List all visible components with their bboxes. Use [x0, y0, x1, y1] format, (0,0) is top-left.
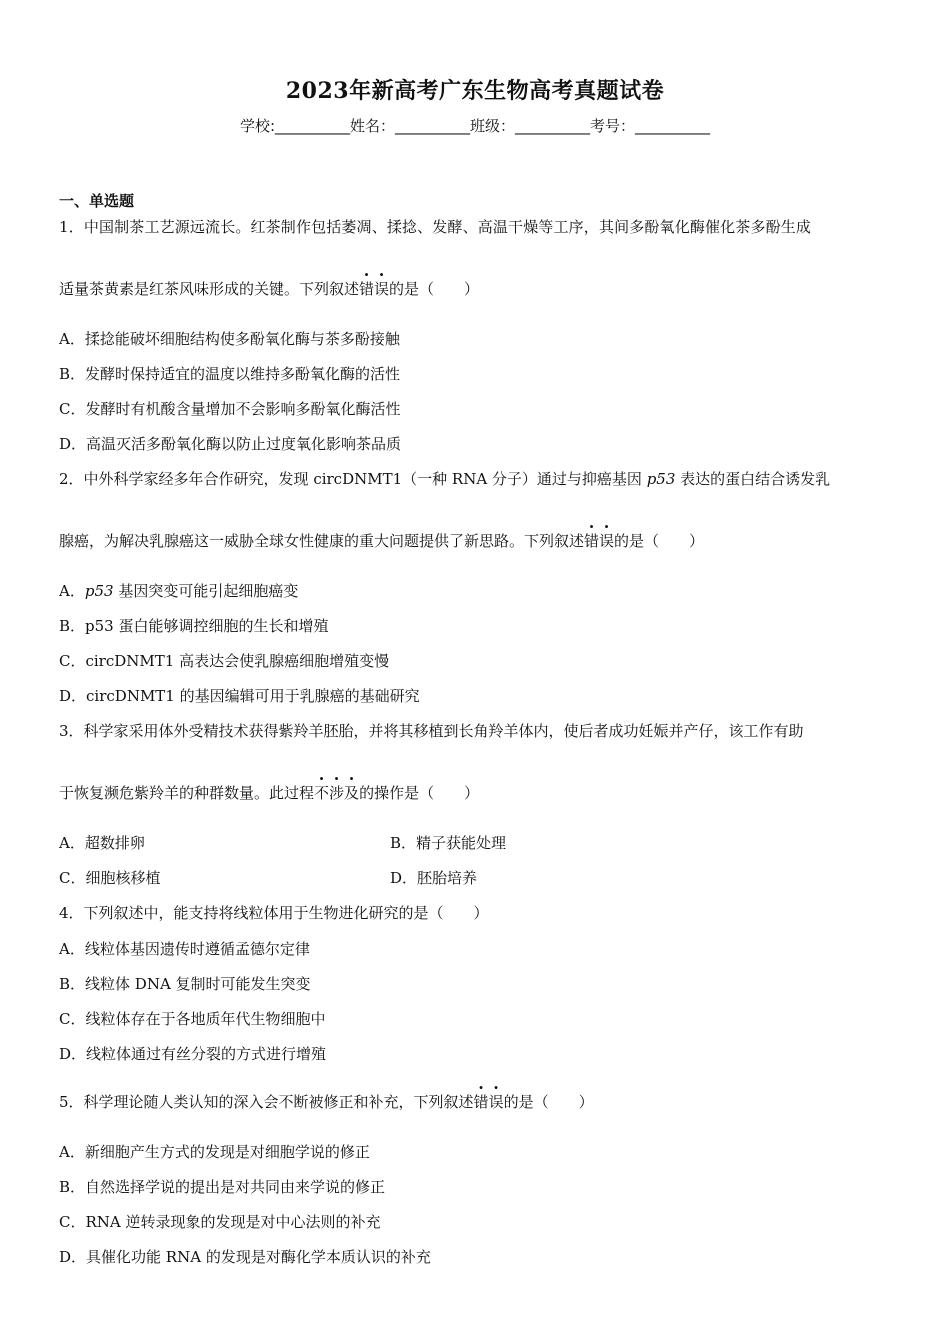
q1-option-b: B．发酵时保持适宜的温度以维持多酚氧化酶的活性	[59, 365, 401, 383]
q4-stem: 4．下列叙述中，能支持将线粒体用于生物进化研究的是（ ）	[59, 904, 489, 922]
q5-option-b: B．自然选择学说的提出是对共同由来学说的修正	[59, 1178, 386, 1196]
q1-option-c: C．发酵时有机酸含量增加不会影响多酚氧化酶活性	[59, 400, 401, 418]
q1-stem-line2: 适量茶黄素是红茶风味形成的关键。下列叙述错 · 误 · 的是（ ）	[59, 265, 480, 298]
q4-option-c: C．线粒体存在于各地质年代生物细胞中	[59, 1010, 326, 1028]
q5-emphasis: 错 · 误 ·	[473, 1078, 504, 1111]
q1-option-a: A．揉捻能破坏细胞结构使多酚氧化酶与茶多酚接触	[59, 330, 400, 348]
q1-emphasis: 错 · 误 ·	[359, 265, 390, 298]
school-field: 学校:__________	[239, 117, 350, 135]
exam-title: 2023年新高考广东生物高考真题试卷	[285, 78, 665, 104]
q1-option-d: D．高温灭活多酚氧化酶以防止过度氧化影响茶品质	[59, 435, 402, 453]
q3-option-b: B．精子获能处理	[390, 834, 507, 852]
q2-option-a: A．p53 基因突变可能引起细胞癌变	[59, 582, 299, 600]
q3-option-d: D．胚胎培养	[390, 869, 478, 887]
q4-option-a: A．线粒体基因遗传时遵循孟德尔定律	[59, 940, 310, 958]
q3-option-a: A．超数排卵	[59, 834, 145, 852]
number-field: 考号：__________	[590, 117, 711, 135]
student-info-line	[0, 115, 950, 136]
q5-stem: 5．科学理论随人类认知的深入会不断被修正和补充，下列叙述错 · 误 · 的是（ ）	[59, 1078, 594, 1111]
class-field: 班级：__________	[470, 117, 591, 135]
q5-option-a: A．新细胞产生方式的发现是对细胞学说的修正	[59, 1143, 370, 1161]
q2-stem-line1: 2．中外科学家经多年合作研究，发现 circDNMT1（一种 RNA 分子）通过与抑癌基因 p53 表达的蛋白结合诱发乳	[59, 470, 831, 488]
name-field: 姓名：__________	[350, 117, 471, 135]
q1-stem-line1: 1．中国制茶工艺源远流长。红茶制作包括萎凋、揉捻、发酵、高温干燥等工序，其间多酚氧化酶催化茶多酚生成	[59, 218, 812, 236]
q3-stem-line1: 3．科学家采用体外受精技术获得紫羚羊胚胎，并将其移植到长角羚羊体内，使后者成功妊娠并产仔，该工作有助	[59, 722, 804, 740]
q3-emphasis: 不 · 涉 · 及 ·	[314, 769, 360, 802]
q5-option-d: D．具催化功能 RNA 的发现是对酶化学本质认识的补充	[59, 1248, 431, 1266]
q2-option-d: D．circDNMT1 的基因编辑可用于乳腺癌的基础研究	[59, 687, 420, 705]
q3-stem-line2: 于恢复濒危紫羚羊的种群数量。此过程不 · 涉 · 及 · 的操作是（ ）	[59, 769, 480, 802]
section-heading: 一、单选题	[59, 192, 135, 210]
q2-emphasis: 错 · 误 ·	[584, 517, 615, 550]
q2-option-b: B．p53 蛋白能够调控细胞的生长和增殖	[59, 617, 329, 635]
q2-stem-line2: 腺癌，为解决乳腺癌这一威胁全球女性健康的重大问题提供了新思路。下列叙述错 · 误 · 的是（ ）	[59, 517, 705, 550]
q5-option-c: C．RNA 逆转录现象的发现是对中心法则的补充	[59, 1213, 381, 1231]
q3-option-c: C．细胞核移植	[59, 869, 161, 887]
q4-option-d: D．线粒体通过有丝分裂的方式进行增殖	[59, 1045, 327, 1063]
q4-option-b: B．线粒体 DNA 复制时可能发生突变	[59, 975, 311, 993]
q2-option-c: C．circDNMT1 高表达会使乳腺癌细胞增殖变慢	[59, 652, 390, 670]
gene-name: p53	[646, 470, 676, 488]
